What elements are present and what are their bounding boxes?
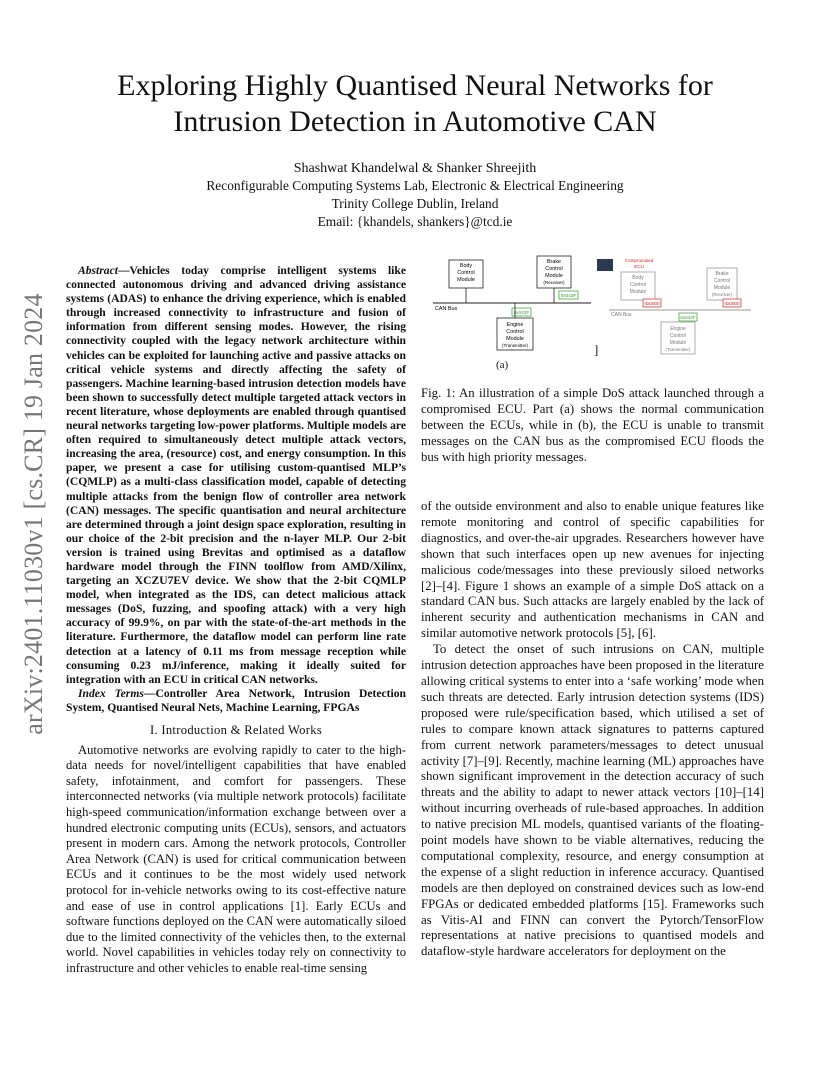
abstract (66, 264, 406, 687)
fig-a-msg-id-bottom: 0x043F (513, 310, 530, 315)
title-line-1: Exploring Highly Quantised Neural Networks for (117, 69, 713, 102)
intro-paragraph-continued: of the outside environment and also to enable unique features like remote monitoring and control of specific capabilities for diagnostics, and over-the-air upgrades. Researchers however have shown that such interfaces open up new avenues for injecting malicious code/messages into these previously siloed networks [2]–[4]. Figure 1 shows an example of a simple DoS attack on a standard CAN bus. Such attacks are largely enabled by the lack of inherent security and authentication mechanisms in CAN and similar automotive network protocols [5], [6]. (421, 499, 764, 641)
left-column (66, 264, 406, 977)
fig-b-attack-id-left: 0x0000 (644, 301, 660, 306)
arxiv-identifier (19, 293, 48, 735)
fig-b-compromised-l1: Compromised (624, 258, 654, 263)
figure-bracket: ] (594, 342, 599, 357)
fig-a-brake-role: (Receiver) (543, 280, 565, 285)
affiliation-lab: Reconfigurable Computing Systems Lab, Electronic & Electrical Engineering (206, 178, 624, 193)
fig-b-engine-control-l2: Control (669, 333, 687, 339)
index-terms-body: —Controller Area Network, Intrusion Detection System, Quantised Neural Nets, Machine Learning, FPGAs (66, 686, 406, 714)
affiliation-email: Email: {khandels, shankers}@tcd.ie (317, 214, 513, 229)
fig-a-brake-control-l2: Control (545, 266, 563, 272)
fig-b-compromised-l2: ECU (634, 264, 644, 269)
figure-sublabel-a: (a) (496, 359, 509, 371)
fig-b-engine-control-l1: Engine (670, 326, 686, 332)
title-line-2: Intrusion Detection in Automotive CAN (173, 105, 657, 138)
abstract-body: —Vehicles today comprise intelligent systems like connected autonomous driving and advanced driving assistance systems (ADAS) to enhance the driving experience, which is enabled through increased connectivity to infrastructure and fusion of information from different sensing modes. However, the rising connectivity coupled with the legacy network architecture within vehicles can be exploited for launching active and passive attacks on critical vehicle systems and directly affecting the safety of passengers. Machine learning-based intrusion detection models have been shown to successfully detect multiple targeted attack vectors in recent literature, whose deployments are enabled through quantised neural networks targeting low-power platforms. Multiple models are often required to simultaneously detect multiple attack vectors, increasing the area, (resource) cost, and energy consumption. In this paper, we present a case for utilising custom-quantised MLP’s (CQMLP) as a multi-class classification model, capable of detecting multiple attacks from the benign flow of controller area network (CAN) messages. The specific quantisation and neural architecture are determined through a joint design space exploration, resulting in our choice of the 2-bit precision and the n-layer MLP. Our 2-bit version is trained using Brevitas and optimised as a dataflow hardware model through the FINN toolflow from AMD/Xilinx, targeting an XCZU7EV device. We show that the 2-bit CQMLP model, when integrated as the IDS, can detect malicious attack messages (DoS, fuzzing, and spoofing attack) with a very high accuracy of 99.9%, on par with the state-of-the-art methods in the literature. Furthermore, the dataflow model can perform line rate detection at a latency of 0.11 ms from message reception while consuming 0.23 mJ/inference, making it ideally suited for integration with an ECU in critical CAN networks. (66, 264, 406, 686)
fig-b-engine-role: (Transmitter) (665, 347, 691, 352)
fig-a-engine-role: (Transmitter) (501, 343, 529, 348)
fig-a-brake-control-l1: Brake (546, 259, 562, 265)
abstract-lead: Abstract (78, 264, 118, 277)
section-heading-introduction: I. Introduction & Related Works (149, 723, 323, 737)
index-terms-lead: Index Terms (78, 686, 144, 700)
index-terms (66, 687, 406, 715)
fig-b-attack-id-right: 0x0000 (724, 301, 740, 306)
fig-b-brake-control-l2: Control (713, 278, 731, 284)
fig-a-body-control-l3: Module (457, 277, 475, 283)
intro-paragraph-1: Automotive networks are evolving rapidly to cater to the high-data needs for novel/intelligent capabilities that have enabled safety, infotainment, and comfort for passengers. These interconnected networks (via multiple network protocols) facilitate high-speed communication/information exchange between over a hundred electronic computing units (ECUs), sensors, and actuators present in modern cars. Among the network protocols, Controller Area Network (CAN) is used for critical communication between ECUs and it continues to be the most widely used network protocol for in-vehicle networks owing to its cost-effective nature and ease of use in control applications [1]. Early ECUs and software functions deployed on the CAN were automatically siloed due to the limited connectivity of the vehicles then, to the external world. Novel capabilities in vehicles today rely on connectivity to infrastructure and other vehicles to enable real-time sensing (66, 742, 406, 975)
fig-b-body-control-l3: Module (629, 289, 647, 295)
fig-a-brake-control-l3: Module (545, 273, 563, 279)
paper-title (60, 68, 770, 140)
fig-a-can-bus-label: CAN Bus (435, 306, 458, 312)
affiliation-college: Trinity College Dublin, Ireland (331, 196, 499, 211)
fig-b-body-control-l1: Body (632, 275, 644, 281)
fig-a-body-control-l1: Body (459, 263, 473, 269)
affiliation (60, 177, 770, 231)
fig-b-compromised-icon (597, 259, 613, 271)
fig-a-msg-id-top: 0x043F (560, 293, 577, 298)
fig-a-engine-control-l1: Engine (506, 322, 524, 328)
arxiv-identifier-text: arXiv:2401.11030v1 [cs.CR] 19 Jan 2024 (19, 293, 48, 735)
fig-b-can-bus-label: CAN Bus (611, 312, 632, 318)
fig-b-brake-control-l1: Brake (715, 271, 729, 277)
fig-a-engine-control-l2: Control (506, 329, 524, 335)
fig-b-brake-control-l3: Module (713, 285, 731, 291)
fig-b-body-control-l2: Control (629, 282, 647, 288)
right-column (421, 499, 764, 960)
authors: Shashwat Khandelwal & Shanker Shreejith (293, 161, 537, 176)
figure-caption: Fig. 1: An illustration of a simple DoS attack launched through a compromised ECU. Part (a) shows the normal communication between the ECUs, while in (b), the ECU is unable to transmit messages on the CAN bus as the compromised ECU floods the bus with high priority messages. (421, 386, 764, 464)
fig-a-engine-control-l3: Module (506, 336, 524, 342)
intro-paragraph-2: To detect the onset of such intrusions on CAN, multiple intrusion detection approaches have been proposed in the literature allowing critical systems to enter into a ‘safe working’ mode when such threats are detected. Early intrusion detection systems (IDS) proposed were rule/specification based, which utilised a set of rules to compare known attack signatures to patterns captured from current network parameters/messages to detect unusual activity [7]–[9]. Recently, machine learning (ML) approaches have shown significant improvement in the detection accuracy of such threats and the ability to adapt to newer attack vectors [10]–[14] without incurring overheads of rule-based approaches. In addition to native precision ML models, quantised variants of the floating-point models have shown to be viable alternatives, reducing the computational complexity, resource, and energy consumption at the expense of a slight reduction in inference accuracy. Quantised models are then deployed on constrained devices such as low-end FPGAs or dedicated embedded platforms [15]. Frameworks such as Vitis-AI and FINN can convert the Pytorch/TensorFlow representations at native precisions to quantised models and dataflow-style hardware accelerators for deployment on the (421, 642, 764, 959)
fig-b-brake-role: (Receiver) (711, 292, 733, 297)
fig-a-body-control-l2: Control (457, 270, 475, 276)
fig-b-msg-id: 0x043F (680, 315, 696, 320)
can-dos-figure (421, 250, 771, 378)
fig-b-engine-control-l3: Module (669, 340, 687, 346)
